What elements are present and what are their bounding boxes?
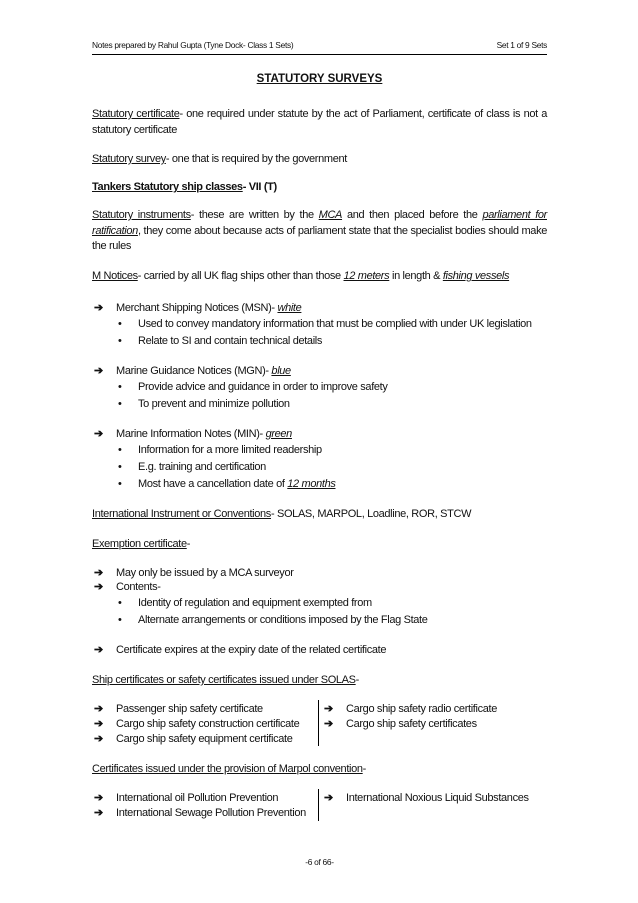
solas-text: - — [355, 674, 359, 686]
conventions-para — [92, 507, 547, 523]
arrow-right-icon: ➔ — [94, 644, 103, 656]
exemption-term: Exemption certificate — [92, 538, 187, 550]
bullet-icon: • — [118, 597, 122, 609]
list-item — [94, 791, 278, 806]
list-item — [118, 596, 372, 611]
arrow-right-icon: ➔ — [94, 302, 103, 314]
list-item — [94, 732, 293, 747]
m-notices-term: M Notices — [92, 270, 138, 282]
arrow-right-icon: ➔ — [94, 365, 103, 377]
mgn-label: Marine Guidance Notices (MGN)- — [116, 365, 272, 377]
list-item — [94, 643, 386, 658]
exemption-expiry: Certificate expires at the expiry date of the related certificate — [116, 644, 387, 656]
m-notices-para — [92, 269, 547, 285]
bullet-icon: • — [118, 614, 122, 626]
list-item — [118, 317, 532, 332]
solas-left-1: Passenger ship safety certificate — [116, 703, 263, 715]
tankers-text: - VII (T) — [242, 181, 277, 193]
instruments-text3: , they come about because acts of parliament state that the specialist bodies should make the rules — [92, 224, 547, 252]
list-item — [324, 791, 529, 806]
marpol-text: - — [362, 763, 366, 775]
solas-left-2: Cargo ship safety construction certificate — [116, 718, 300, 730]
bullet-icon: • — [118, 398, 122, 410]
statutory-survey-term: Statutory survey — [92, 153, 166, 165]
exemption-arrow-2: Contents- — [116, 581, 161, 593]
msn-bullet-1: Used to convey mandatory information that must be complied with under UK legislation — [138, 318, 532, 330]
list-item — [324, 717, 477, 732]
bullet-icon: • — [118, 318, 122, 330]
parliament-term: parliament for ratification — [92, 209, 547, 237]
page-header — [92, 40, 547, 54]
header-rule — [92, 54, 547, 55]
mgn-bullet-1: Provide advice and guidance in order to improve safety — [138, 381, 388, 393]
list-item — [118, 477, 336, 492]
min-label: Marine Information Notes (MIN)- — [116, 428, 266, 440]
msn-label: Merchant Shipping Notices (MSN)- — [116, 302, 278, 314]
m-notices-text1: - carried by all UK flag ships other than those — [137, 270, 344, 282]
length-term: 12 meters — [343, 270, 390, 282]
exemption-bullet-2: Alternate arrangements or conditions imposed by the Flag State — [138, 614, 428, 626]
header-set: Set 1 of 9 Sets — [496, 40, 547, 50]
solas-right-1: Cargo ship safety radio certificate — [346, 703, 497, 715]
list-item — [94, 717, 299, 732]
list-item — [94, 580, 161, 595]
tankers-para — [92, 180, 547, 196]
statutory-certificate-text: - one required under statute by the act of Parliament, certificate of class is not a statutory certificate — [92, 108, 547, 136]
instruments-term: Statutory instruments — [92, 209, 191, 221]
statutory-survey-para — [92, 152, 547, 168]
arrow-right-icon: ➔ — [94, 792, 103, 804]
arrow-right-icon: ➔ — [94, 807, 103, 819]
arrow-right-icon: ➔ — [94, 428, 103, 440]
arrow-right-icon: ➔ — [94, 567, 103, 579]
instruments-para — [92, 208, 547, 255]
marpol-heading — [92, 762, 547, 778]
column-divider — [318, 789, 319, 821]
list-item — [118, 443, 322, 458]
arrow-right-icon: ➔ — [324, 792, 333, 804]
statutory-certificate-term: Statutory certificate — [92, 108, 180, 120]
instruments-text1: - these are written by the — [190, 209, 319, 221]
tankers-term: Tankers Statutory ship classes — [92, 181, 243, 193]
bullet-icon: • — [118, 381, 122, 393]
exemption-arrow-1: May only be issued by a MCA surveyor — [116, 567, 294, 579]
statutory-survey-text: - one that is required by the government — [165, 153, 347, 165]
solas-term: Ship certificates or safety certificates issued under SOLAS — [92, 674, 356, 686]
msn-item — [94, 301, 301, 316]
arrow-right-icon: ➔ — [324, 718, 333, 730]
list-item — [118, 460, 266, 475]
min-months: 12 months — [287, 478, 336, 490]
msn-bullet-2: Relate to SI and contain technical details — [138, 335, 323, 347]
conventions-text: - SOLAS, MARPOL, Loadline, ROR, STCW — [270, 508, 472, 520]
list-item — [118, 334, 322, 349]
min-bullet-3: Most have a cancellation date of — [138, 478, 288, 490]
exemption-bullet-1: Identity of regulation and equipment exempted from — [138, 597, 372, 609]
exemption-heading — [92, 537, 547, 553]
arrow-right-icon: ➔ — [94, 581, 103, 593]
page-number: -6 of 66- — [305, 857, 334, 867]
mca-term: MCA — [318, 209, 343, 221]
page-title: STATUTORY SURVEYS — [256, 73, 383, 85]
list-item — [94, 566, 294, 581]
statutory-certificate-para — [92, 107, 547, 138]
instruments-text2: and then placed before the — [342, 209, 483, 221]
mgn-color: blue — [271, 365, 291, 377]
bullet-icon: • — [118, 478, 122, 490]
header-author: Notes prepared by Rahul Gupta (Tyne Dock- Class 1 Sets) — [92, 40, 294, 50]
arrow-right-icon: ➔ — [94, 703, 103, 715]
conventions-term: International Instrument or Conventions — [92, 508, 271, 520]
exemption-text: - — [186, 538, 191, 550]
marpol-left-2: International Sewage Pollution Prevention — [116, 807, 306, 819]
min-item — [94, 427, 292, 442]
marpol-term: Certificates issued under the provision of Marpol convention — [92, 763, 363, 775]
list-item — [118, 397, 290, 412]
min-bullet-2: E.g. training and certification — [138, 461, 266, 473]
bullet-icon: • — [118, 461, 122, 473]
bullet-icon: • — [118, 335, 122, 347]
marpol-left-1: International oil Pollution Prevention — [116, 792, 279, 804]
bullet-icon: • — [118, 444, 122, 456]
list-item — [118, 613, 428, 628]
m-notices-text2: in length & — [389, 270, 443, 282]
solas-left-3: Cargo ship safety equipment certificate — [116, 733, 293, 745]
mgn-item — [94, 364, 291, 379]
list-item — [324, 702, 497, 717]
min-bullet-1: Information for a more limited readership — [138, 444, 322, 456]
marpol-right-1: International Noxious Liquid Substances — [346, 792, 529, 804]
mgn-bullet-2: To prevent and minimize pollution — [138, 398, 290, 410]
column-divider — [318, 700, 319, 746]
msn-color: white — [277, 302, 302, 314]
list-item — [118, 380, 388, 395]
fishing-term: fishing vessels — [442, 270, 510, 282]
arrow-right-icon: ➔ — [94, 718, 103, 730]
min-color: green — [265, 428, 292, 440]
list-item — [94, 806, 306, 821]
arrow-right-icon: ➔ — [94, 733, 103, 745]
solas-heading — [92, 673, 547, 689]
list-item — [94, 702, 263, 717]
solas-right-2: Cargo ship safety certificates — [346, 718, 477, 730]
arrow-right-icon: ➔ — [324, 703, 333, 715]
